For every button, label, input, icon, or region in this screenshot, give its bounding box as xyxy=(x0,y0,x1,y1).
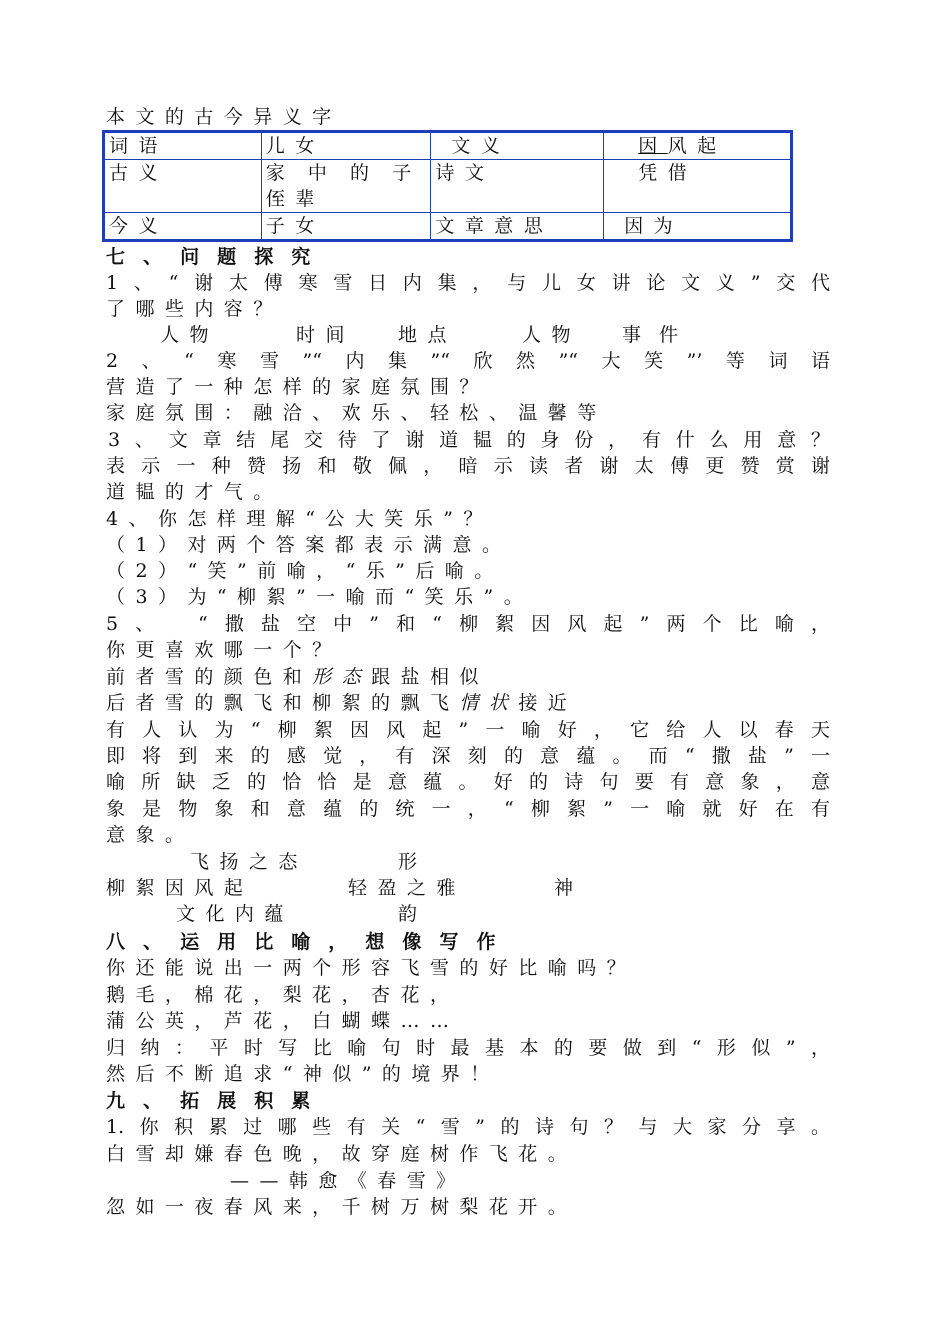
diagram-item: 轻盈之雅 xyxy=(348,877,466,899)
q4-answer-1: （1）对两个答案都表示满意。 xyxy=(106,534,512,556)
q5-paragraph-3: 喻所缺乏的恰恰是意蕴。好的诗句要有意象，意 xyxy=(106,771,830,793)
italic-text: 形态 xyxy=(312,666,372,688)
table-cell: 因为 xyxy=(604,213,792,241)
section-8-title: 八、运用比喻，想像写作 xyxy=(106,931,514,953)
text: 前者雪的颜色和 xyxy=(106,666,313,688)
table-row xyxy=(104,160,792,213)
text: 跟盐相似 xyxy=(371,666,489,688)
q2-line-1: 2、“寒雪”“内集”“欣然”“大笑”’等词语 xyxy=(106,350,830,372)
cell-rest: 风起 xyxy=(667,135,727,157)
table-cell: 词语 xyxy=(104,132,262,160)
q1-answer: 人物 xyxy=(160,324,219,346)
s8-summary-2: 然后不断追求“神似”的境界！ xyxy=(106,1063,500,1085)
q1-answer: 地点 xyxy=(398,324,457,346)
cell-line: 侄辈 xyxy=(265,188,325,210)
q2-line-2: 营造了一种怎样的家庭氛围？ xyxy=(106,376,489,398)
s9-question: 1.你积累过哪些有关“雪”的诗句？与大家分享。 xyxy=(106,1116,830,1138)
poem-1-source: ——韩愈《春雪》 xyxy=(230,1170,466,1192)
section-7-title: 七、问题探究 xyxy=(106,246,329,268)
q5-line-2: 你更喜欢哪一个？ xyxy=(106,639,342,661)
section-9-title: 九、拓展积累 xyxy=(106,1090,329,1112)
table-cell: 今义 xyxy=(104,213,262,241)
diagram-item: 文化内蕴 xyxy=(176,903,294,925)
q1-answer: 人物 xyxy=(522,324,581,346)
diagram-item: 飞扬之态 xyxy=(190,851,308,873)
table-row xyxy=(104,213,792,241)
q5-paragraph-1: 有人认为“柳絮因风起”一喻好，它给人以春天 xyxy=(106,719,830,741)
s8-answer-1: 鹅毛，棉花，梨花，杏花， xyxy=(106,984,460,1006)
text: 接近 xyxy=(518,692,578,714)
q1-line-1: 1、“谢太傅寒雪日内集，与儿女讲论文义”交代 xyxy=(106,272,830,294)
diagram-left: 柳絮因风起 xyxy=(106,877,254,899)
table-cell xyxy=(604,132,792,160)
q5-front xyxy=(106,664,830,690)
s8-summary-1: 归纳：平时写比喻句时最基本的要做到“形似”， xyxy=(106,1037,830,1059)
diagram-row-3 xyxy=(106,901,830,927)
text: 后者雪的飘飞和柳絮的飘飞 xyxy=(106,692,460,714)
diagram-tag: 神 xyxy=(554,877,574,899)
ancient-modern-meaning-table xyxy=(102,130,793,242)
table-cell: 文义 xyxy=(431,132,604,160)
s8-answer-2: 蒲公英，芦花，白蝴蝶…… xyxy=(106,1010,460,1032)
q4-answer-2: （2）“笑”前喻，“乐”后喻。 xyxy=(106,560,504,582)
cell-line: 家 中 的 子 xyxy=(265,162,416,184)
table-cell xyxy=(261,160,431,213)
q3-line-1: 3、文章结尾交待了谢道韫的身份，有什么用意？ xyxy=(108,429,830,451)
q4-line: 4、你怎样理解“公大笑乐”？ xyxy=(106,508,493,530)
diagram-tag: 韵 xyxy=(398,903,418,925)
q5-paragraph-4: 象是物象和意蕴的统一，“柳絮”一喻就好在有 xyxy=(106,798,830,820)
underlined-char: 因 xyxy=(638,135,668,157)
q1-answers xyxy=(106,322,830,348)
table-cell: 子女 xyxy=(261,213,431,241)
q3-line-2: 表示一种赞扬和敬佩，暗示读者谢太傅更赞赏谢 xyxy=(106,455,830,477)
table-row xyxy=(104,132,792,160)
q2-answer: 家庭氛围：融洽、欢乐、轻松、温馨等 xyxy=(106,402,607,424)
table-title: 本文的古今异义字 xyxy=(106,106,342,128)
poem-2: 忽如一夜春风来，千树万树梨花开。 xyxy=(106,1196,578,1218)
diagram-row-1 xyxy=(106,849,830,875)
q4-answer-3: （3）为“柳絮”一喻而“笑乐”。 xyxy=(106,586,534,608)
s8-question: 你还能说出一两个形容飞雪的好比喻吗？ xyxy=(106,957,637,979)
q5-back xyxy=(106,690,830,716)
table-cell: 凭借 xyxy=(604,160,792,213)
table-cell: 诗文 xyxy=(431,160,604,213)
poem-1: 白雪却嫌春色晚，故穿庭树作飞花。 xyxy=(106,1143,578,1165)
q5-paragraph-2: 即将到来的感觉，有深刻的意蕴。而“撒盐”一 xyxy=(106,745,830,767)
table-cell: 古义 xyxy=(104,160,262,213)
q5-line-1: 5、 “撒盐空中”和“柳絮因风起”两个比喻， xyxy=(106,613,830,635)
q1-line-2: 了哪些内容？ xyxy=(106,298,283,320)
table-cell: 儿女 xyxy=(261,132,431,160)
diagram-tag: 形 xyxy=(398,851,418,873)
q1-answer: 时间 xyxy=(296,324,355,346)
table-cell: 文章意思 xyxy=(431,213,604,241)
q5-paragraph-5: 意象。 xyxy=(106,824,195,846)
diagram-row-2 xyxy=(106,875,830,901)
q1-answer: 事件 xyxy=(622,324,697,346)
italic-text: 情状 xyxy=(459,692,519,714)
q3-line-3: 道韫的才气。 xyxy=(106,481,283,503)
